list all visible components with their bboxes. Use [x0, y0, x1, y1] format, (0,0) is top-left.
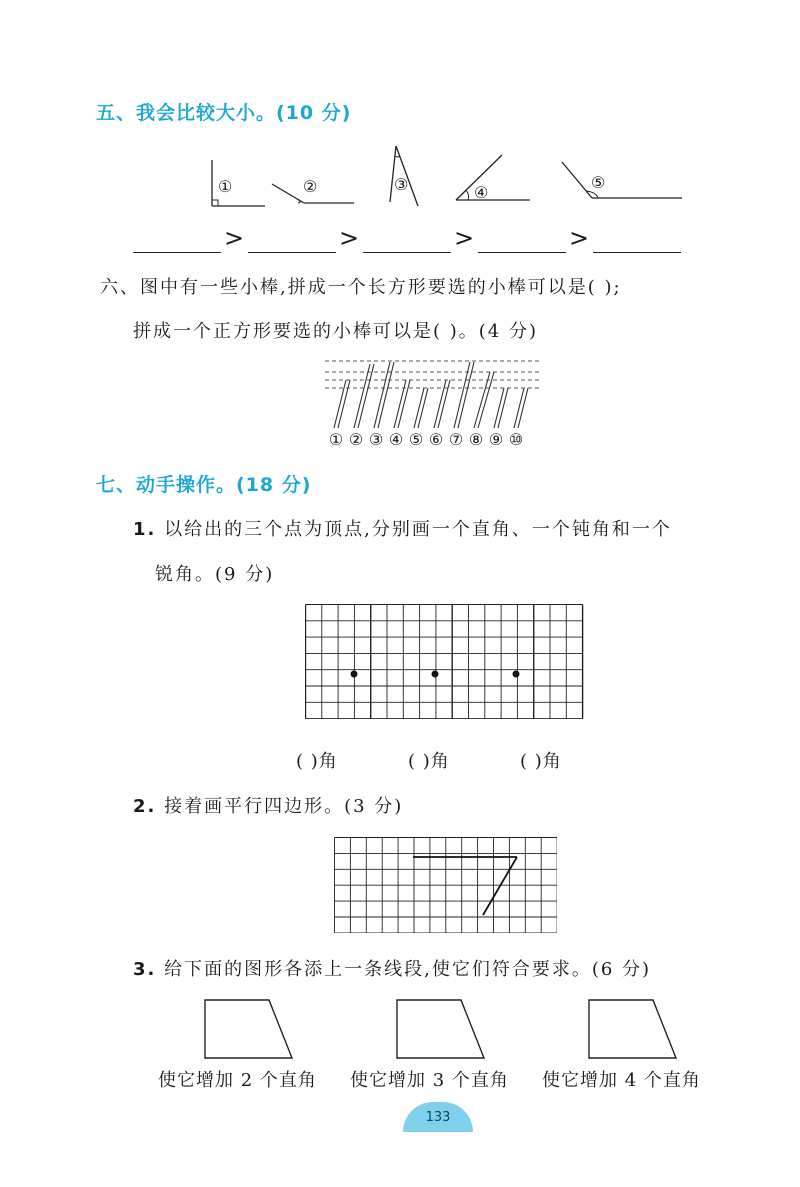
angle-4-figure — [456, 155, 530, 200]
stick-label: ③ — [368, 430, 384, 449]
angle-label-4: ④ — [474, 183, 491, 202]
vertex-point-2 — [432, 671, 439, 678]
q3-number: 3. — [133, 959, 157, 980]
stick-label: ⑤ — [408, 430, 424, 449]
angle-label-1: ① — [218, 177, 235, 196]
section-6-line-2: 拼成一个正方形要选的小棒可以是( )。(4 分) — [133, 321, 538, 342]
parallelogram-side-2 — [483, 857, 517, 915]
answer-blank-3[interactable] — [363, 252, 451, 253]
trapezoid-1 — [205, 1000, 292, 1058]
q1-grid[interactable] — [305, 604, 584, 727]
angle-label-5: ⑤ — [591, 173, 608, 192]
q3-shapes[interactable] — [195, 996, 695, 1062]
q1-answer-1[interactable]: ( )角 — [296, 751, 338, 772]
vertex-point-3 — [513, 671, 520, 678]
section-7-title: 七、动手操作。(18 分) — [96, 474, 312, 496]
angle-figures — [200, 140, 690, 215]
trapezoid-3 — [589, 1000, 676, 1058]
stick-labels — [326, 430, 526, 449]
answer-blank-4[interactable] — [478, 252, 566, 253]
q2-text: 接着画平行四边形。(3 分) — [164, 796, 404, 817]
answer-blank-5[interactable] — [593, 252, 681, 253]
stick-label: ⑧ — [468, 430, 484, 449]
q3-line — [133, 955, 651, 981]
stick-label: ⑦ — [448, 430, 464, 449]
q3-caption-3: 使它增加 4 个直角 — [542, 1070, 701, 1091]
greater-than-sign-4: > — [569, 224, 590, 252]
page-number-badge — [403, 1102, 473, 1132]
angle-label-3: ③ — [394, 175, 411, 194]
answer-blank-2[interactable] — [248, 252, 336, 253]
angle-5-figure — [562, 162, 682, 198]
q1-line-2: 锐角。(9 分) — [155, 564, 275, 585]
q1-number: 1. — [133, 519, 157, 540]
stick-label: ④ — [388, 430, 404, 449]
q1-text: 以给出的三个点为顶点,分别画一个直角、一个钝角和一个 — [164, 519, 672, 540]
q3-text: 给下面的图形各添上一条线段,使它们符合要求。(6 分) — [164, 959, 652, 980]
q1-answer-2[interactable]: ( )角 — [408, 751, 450, 772]
q3-caption-1: 使它增加 2 个直角 — [158, 1070, 317, 1091]
q2-number: 2. — [133, 796, 157, 817]
stick-label: ② — [348, 430, 364, 449]
stick-label: ⑥ — [428, 430, 444, 449]
sticks-figure — [320, 356, 550, 432]
stick-label: ⑨ — [488, 430, 504, 449]
section-5-title: 五、我会比较大小。(10 分) — [96, 102, 352, 124]
answer-blank-1[interactable] — [133, 252, 221, 253]
angle-label-2: ② — [303, 177, 320, 196]
q3-caption-2: 使它增加 3 个直角 — [350, 1070, 509, 1091]
vertex-point-1 — [351, 671, 358, 678]
q2-grid[interactable] — [334, 837, 557, 933]
section-6-line-1: 六、图中有一些小棒,拼成一个长方形要选的小棒可以是( ); — [100, 277, 622, 298]
stick-label: ⑩ — [508, 430, 524, 449]
q1-answer-3[interactable]: ( )角 — [520, 751, 562, 772]
greater-than-sign-2: > — [339, 224, 360, 252]
page-number: 133 — [425, 1109, 451, 1125]
greater-than-sign-1: > — [224, 224, 245, 252]
greater-than-sign-3: > — [454, 224, 475, 252]
q1-line-1 — [133, 515, 672, 541]
stick-label: ① — [328, 430, 344, 449]
q2-line — [133, 792, 403, 818]
trapezoid-2 — [397, 1000, 484, 1058]
